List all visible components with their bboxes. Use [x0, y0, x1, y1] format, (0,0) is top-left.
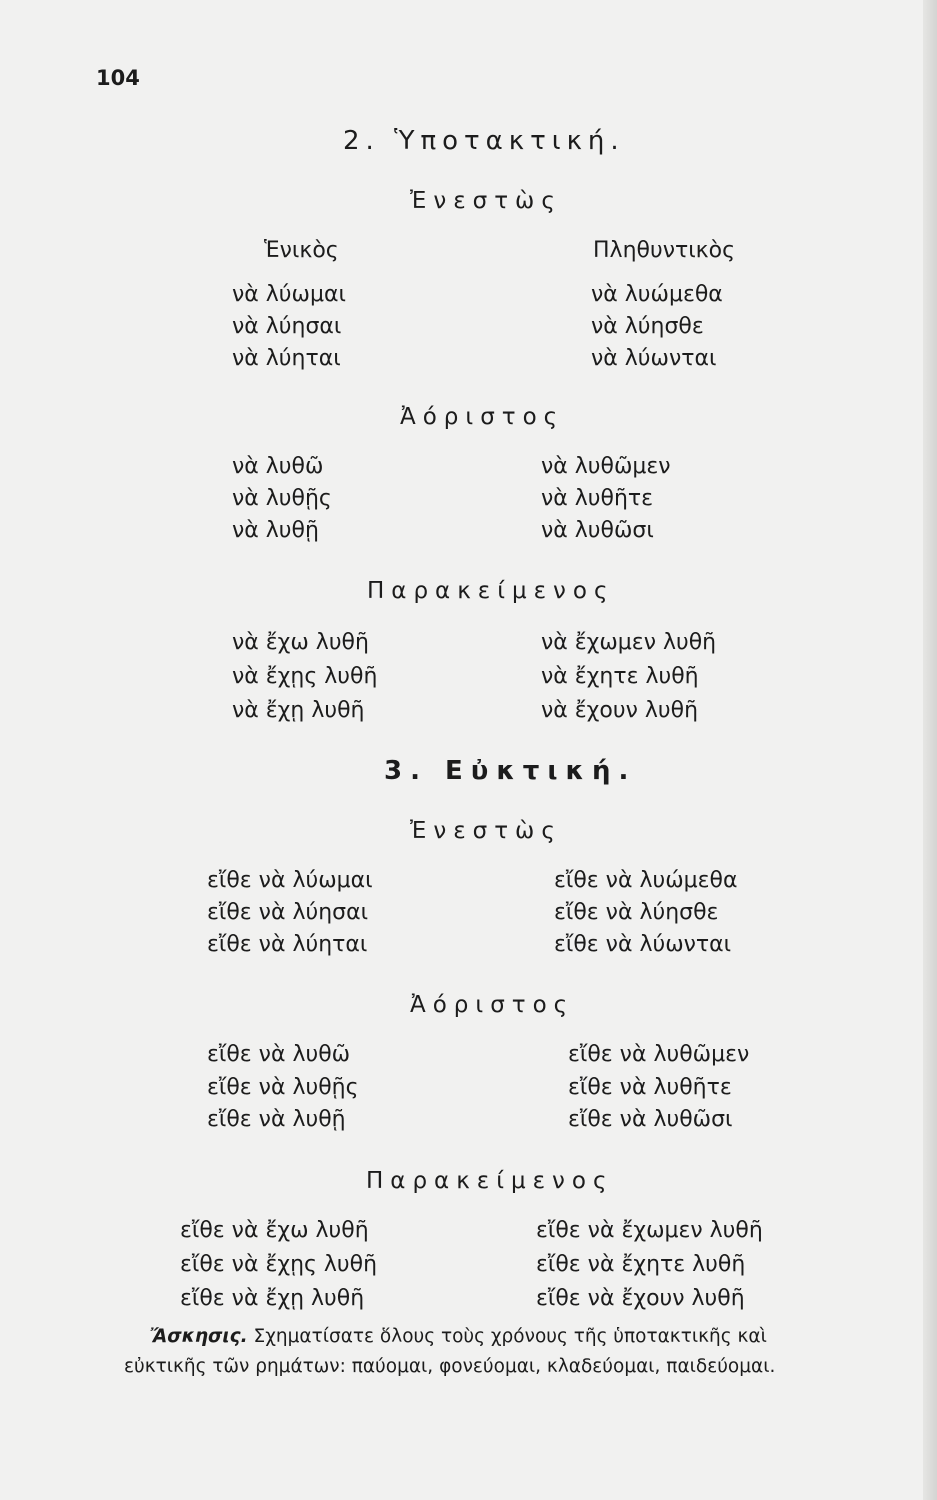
exercise-line-1: [150, 1326, 767, 1347]
exercise-label: Ἄσκησις.: [150, 1326, 248, 1347]
opt-aorist-pl-1: εἴθε νὰ λυθῶμεν: [568, 1042, 750, 1067]
subj-aorist-sg-2: νὰ λυθῇς: [232, 486, 332, 511]
opt-present-sg-2: εἴθε νὰ λύησαι: [207, 900, 369, 925]
opt-present-pl-2: εἴθε νὰ λύησθε: [554, 900, 719, 925]
subj-perfect-sg-1: νὰ ἔχω λυθῆ: [232, 630, 369, 655]
optative-present-heading: Ἐνεστὼς: [410, 818, 562, 844]
subj-aorist-pl-1: νὰ λυθῶμεν: [541, 454, 671, 479]
opt-present-pl-3: εἴθε νὰ λύωνται: [554, 932, 732, 957]
exercise-text-1: Σχηματίσατε ὅλους τοὺς χρόνους τῆς ὑποτακτικῆς καὶ: [253, 1326, 767, 1347]
optative-perfect-heading: Παρακείμενος: [366, 1168, 614, 1194]
subj-present-sg-1: νὰ λύωμαι: [232, 282, 346, 307]
subjunctive-title: 2. Ὑποτακτική.: [343, 126, 625, 156]
optative-aorist-heading: Ἀόριστος: [410, 992, 575, 1018]
subj-perfect-sg-2: νὰ ἔχῃς λυθῆ: [232, 664, 378, 689]
subj-present-pl-1: νὰ λυώμεθα: [591, 282, 723, 307]
opt-aorist-pl-2: εἴθε νὰ λυθῆτε: [568, 1075, 732, 1100]
opt-present-pl-1: εἴθε νὰ λυώμεθα: [554, 868, 738, 893]
subj-present-pl-2: νὰ λύησθε: [591, 314, 704, 339]
subjunctive-present-heading: Ἐνεστὼς: [410, 188, 562, 214]
opt-perfect-pl-3: εἴθε νὰ ἔχουν λυθῆ: [536, 1286, 745, 1311]
subj-perfect-sg-3: νὰ ἔχῃ λυθῆ: [232, 698, 365, 723]
opt-present-sg-3: εἴθε νὰ λύηται: [207, 932, 368, 957]
opt-present-sg-1: εἴθε νὰ λύωμαι: [207, 868, 373, 893]
subjunctive-aorist-heading: Ἀόριστος: [400, 404, 565, 430]
singular-label: Ἑνικὸς: [264, 238, 339, 263]
page-number: 104: [96, 66, 140, 90]
subj-perfect-pl-2: νὰ ἔχητε λυθῆ: [541, 664, 699, 689]
opt-aorist-pl-3: εἴθε νὰ λυθῶσι: [568, 1107, 733, 1132]
subj-present-sg-3: νὰ λύηται: [232, 346, 341, 371]
optative-title: 3. Εὐκτική.: [384, 756, 637, 786]
opt-perfect-pl-1: εἴθε νὰ ἔχωμεν λυθῆ: [536, 1218, 763, 1243]
opt-perfect-pl-2: εἴθε νὰ ἔχητε λυθῆ: [536, 1252, 746, 1277]
subjunctive-perfect-heading: Παρακείμενος: [367, 578, 615, 604]
opt-perfect-sg-2: εἴθε νὰ ἔχῃς λυθῆ: [180, 1252, 378, 1277]
plural-label: Πληθυντικὸς: [593, 238, 736, 263]
subj-aorist-pl-3: νὰ λυθῶσι: [541, 518, 654, 543]
subj-present-pl-3: νὰ λύωνται: [591, 346, 717, 371]
opt-aorist-sg-1: εἴθε νὰ λυθῶ: [207, 1042, 351, 1067]
opt-aorist-sg-2: εἴθε νὰ λυθῇς: [207, 1075, 359, 1100]
opt-aorist-sg-3: εἴθε νὰ λυθῇ: [207, 1107, 346, 1132]
subj-present-sg-2: νὰ λύησαι: [232, 314, 342, 339]
subj-perfect-pl-1: νὰ ἔχωμεν λυθῆ: [541, 630, 717, 655]
exercise-line-2: εὐκτικῆς τῶν ρημάτων: παύομαι, φονεύομαι, κλαδεύομαι, παιδεύομαι.: [124, 1356, 776, 1377]
subj-perfect-pl-3: νὰ ἔχουν λυθῆ: [541, 698, 699, 723]
subj-aorist-sg-1: νὰ λυθῶ: [232, 454, 324, 479]
subj-aorist-pl-2: νὰ λυθῆτε: [541, 486, 654, 511]
opt-perfect-sg-3: εἴθε νὰ ἔχῃ λυθῆ: [180, 1286, 365, 1311]
subj-aorist-sg-3: νὰ λυθῇ: [232, 518, 319, 543]
page-edge-shadow: [923, 0, 937, 1500]
opt-perfect-sg-1: εἴθε νὰ ἔχω λυθῆ: [180, 1218, 369, 1243]
